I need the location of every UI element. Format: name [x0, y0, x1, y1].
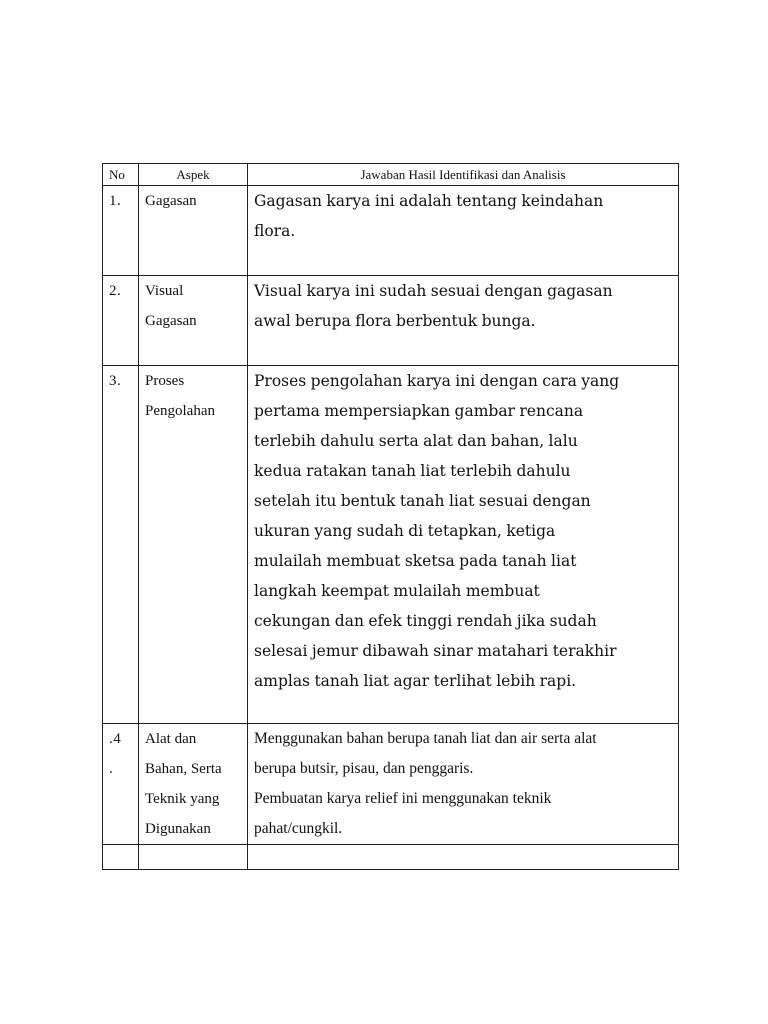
empty-cell — [103, 845, 139, 870]
jawaban-line: pertama mempersiapkan gambar rencana — [254, 402, 584, 420]
aspek-line: Gagasan — [145, 193, 197, 209]
table-row — [103, 276, 679, 366]
jawaban-line: Visual karya ini sudah sesuai dengan gagasan — [254, 282, 613, 300]
row-number: 1. — [103, 186, 139, 276]
table-row-empty — [103, 845, 679, 870]
row-number — [103, 724, 139, 845]
aspek-cell — [139, 366, 248, 724]
aspek-line: Teknik yang — [145, 791, 220, 807]
row-number: 3. — [103, 366, 139, 724]
aspek-line: Proses — [145, 373, 185, 389]
jawaban-cell — [248, 724, 679, 845]
jawaban-cell — [248, 186, 679, 276]
jawaban-line: setelah itu bentuk tanah liat sesuai dengan — [254, 492, 591, 510]
jawaban-cell — [248, 366, 679, 724]
jawaban-line: mulailah membuat sketsa pada tanah liat — [254, 552, 577, 570]
row-number-line: . — [109, 761, 114, 777]
aspek-line: Bahan, Serta — [145, 761, 222, 777]
table-row — [103, 186, 679, 276]
jawaban-line: terlebih dahulu serta alat dan bahan, lalu — [254, 432, 578, 450]
jawaban-line: Pembuatan karya relief ini menggunakan teknik — [254, 790, 552, 807]
header-aspek: Aspek — [139, 164, 248, 186]
jawaban-line: berupa butsir, pisau, dan penggaris. — [254, 760, 474, 777]
empty-cell — [139, 845, 248, 870]
aspek-line: Gagasan — [145, 313, 197, 329]
jawaban-line: langkah keempat mulailah membuat — [254, 582, 540, 600]
jawaban-line: cekungan dan efek tinggi rendah jika sudah — [254, 612, 597, 630]
aspek-cell — [139, 186, 248, 276]
aspek-line: Digunakan — [145, 821, 211, 837]
jawaban-line: Gagasan karya ini adalah tentang keindahan — [254, 192, 604, 210]
jawaban-line: Proses pengolahan karya ini dengan cara yang — [254, 372, 620, 390]
jawaban-line: pahat/cungkil. — [254, 820, 343, 837]
table-row — [103, 366, 679, 724]
jawaban-line: flora. — [254, 222, 296, 240]
analysis-table — [102, 163, 679, 870]
jawaban-line: selesai jemur dibawah sinar matahari terakhir — [254, 642, 617, 660]
row-number: 2. — [103, 276, 139, 366]
aspek-line: Pengolahan — [145, 403, 215, 419]
jawaban-line: amplas tanah liat agar terlihat lebih rapi. — [254, 672, 577, 690]
aspek-cell — [139, 276, 248, 366]
row-number-line: .4 — [109, 731, 122, 747]
table-header-row — [103, 164, 679, 186]
jawaban-line: ukuran yang sudah di tetapkan, ketiga — [254, 522, 556, 540]
jawaban-line: Menggunakan bahan berupa tanah liat dan air serta alat — [254, 730, 597, 747]
jawaban-line: awal berupa flora berbentuk bunga. — [254, 312, 536, 330]
empty-cell — [248, 845, 679, 870]
header-jawaban: Jawaban Hasil Identifikasi dan Analisis — [248, 164, 679, 186]
aspek-line: Visual — [145, 283, 184, 299]
jawaban-line: kedua ratakan tanah liat terlebih dahulu — [254, 462, 571, 480]
header-no: No — [103, 164, 139, 186]
aspek-line: Alat dan — [145, 731, 197, 747]
jawaban-cell — [248, 276, 679, 366]
table-row — [103, 724, 679, 845]
aspek-cell — [139, 724, 248, 845]
